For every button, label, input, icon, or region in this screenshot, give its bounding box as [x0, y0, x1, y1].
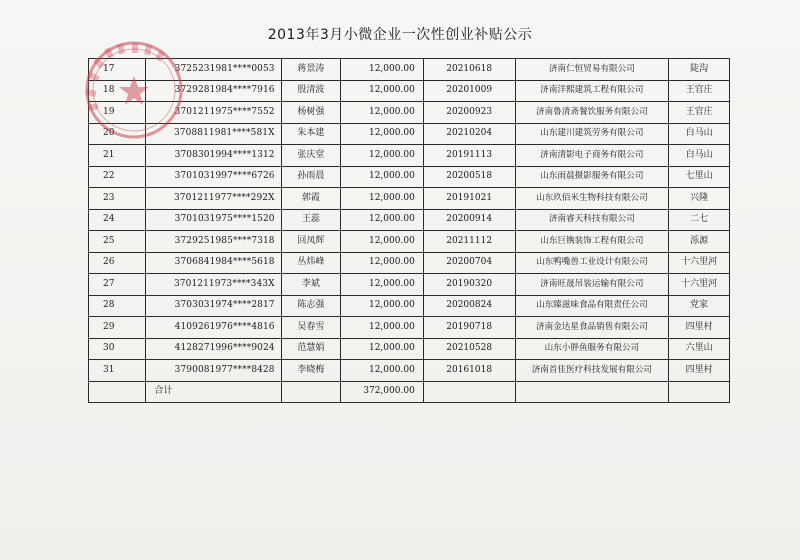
id-number: 3790081977****8428 — [146, 360, 281, 382]
table-row — [89, 123, 730, 145]
registration-date: 20200704 — [423, 252, 515, 274]
area-name: 四里村 — [669, 317, 730, 339]
person-name: 王蕊 — [281, 209, 341, 231]
table-row — [89, 295, 730, 317]
company-name: 山东雨晨摄影服务有限公司 — [515, 166, 669, 188]
subsidy-amount: 12,000.00 — [341, 231, 424, 253]
subsidy-amount: 12,000.00 — [341, 166, 424, 188]
row-index: 29 — [89, 317, 146, 339]
registration-date: 20210528 — [423, 338, 515, 360]
table-row — [89, 145, 730, 167]
person-name: 孙雨晨 — [281, 166, 341, 188]
id-number: 3701031975****1520 — [146, 209, 281, 231]
company-name: 山东鸭嘴兽工业设计有限公司 — [515, 252, 669, 274]
row-index: 24 — [89, 209, 146, 231]
total-label: 合计 — [146, 381, 281, 403]
person-name: 殷清波 — [281, 80, 341, 102]
person-name: 范慧娟 — [281, 338, 341, 360]
area-name: 王官庄 — [669, 80, 730, 102]
subsidy-amount: 12,000.00 — [341, 209, 424, 231]
total-row — [89, 381, 730, 403]
company-name: 济南洋熙建筑工程有限公司 — [515, 80, 669, 102]
company-name: 山东臻滋味食品有限责任公司 — [515, 295, 669, 317]
row-index: 21 — [89, 145, 146, 167]
total-index-cell — [89, 381, 146, 403]
subsidy-amount: 12,000.00 — [341, 317, 424, 339]
person-name: 吴春雪 — [281, 317, 341, 339]
subsidy-amount: 12,000.00 — [341, 360, 424, 382]
area-name: 十六里河 — [669, 274, 730, 296]
person-name: 丛炜峰 — [281, 252, 341, 274]
subsidy-amount: 12,000.00 — [341, 102, 424, 124]
person-name: 朱本建 — [281, 123, 341, 145]
subsidy-amount: 12,000.00 — [341, 188, 424, 210]
total-amount: 372,000.00 — [341, 381, 424, 403]
area-name: 二七 — [669, 209, 730, 231]
table-row — [89, 59, 730, 81]
person-name: 陈志强 — [281, 295, 341, 317]
id-number: 3725231981****0053 — [146, 59, 281, 81]
table-row — [89, 166, 730, 188]
row-index: 23 — [89, 188, 146, 210]
company-name: 济南金达星食品销售有限公司 — [515, 317, 669, 339]
id-number: 3729281984****7916 — [146, 80, 281, 102]
id-number: 3708811981****581X — [146, 123, 281, 145]
company-name: 济南首佳医疗科技发展有限公司 — [515, 360, 669, 382]
registration-date: 20191021 — [423, 188, 515, 210]
area-name: 白马山 — [669, 123, 730, 145]
row-index: 20 — [89, 123, 146, 145]
total-company-cell — [515, 381, 669, 403]
company-name: 济南清影电子商务有限公司 — [515, 145, 669, 167]
subsidy-table — [88, 58, 730, 403]
row-index: 18 — [89, 80, 146, 102]
person-name: 李斌 — [281, 274, 341, 296]
person-name: 杨树强 — [281, 102, 341, 124]
subsidy-amount: 12,000.00 — [341, 338, 424, 360]
registration-date: 20200923 — [423, 102, 515, 124]
id-number: 3729251985****7318 — [146, 231, 281, 253]
table-row — [89, 252, 730, 274]
area-name: 十六里河 — [669, 252, 730, 274]
registration-date: 20200824 — [423, 295, 515, 317]
table-row — [89, 338, 730, 360]
subsidy-amount: 12,000.00 — [341, 59, 424, 81]
id-number: 3708301994****1312 — [146, 145, 281, 167]
registration-date: 20190320 — [423, 274, 515, 296]
table-row — [89, 317, 730, 339]
table-row — [89, 102, 730, 124]
total-date-cell — [423, 381, 515, 403]
company-name: 山东玖佰米生物科技有限公司 — [515, 188, 669, 210]
area-name: 泺源 — [669, 231, 730, 253]
person-name: 李晓梅 — [281, 360, 341, 382]
row-index: 28 — [89, 295, 146, 317]
registration-date: 20201009 — [423, 80, 515, 102]
registration-date: 20191113 — [423, 145, 515, 167]
total-area-cell — [669, 381, 730, 403]
subsidy-amount: 12,000.00 — [341, 274, 424, 296]
subsidy-amount: 12,000.00 — [341, 145, 424, 167]
registration-date: 20210618 — [423, 59, 515, 81]
id-number: 3701211977****292X — [146, 188, 281, 210]
row-index: 26 — [89, 252, 146, 274]
id-number: 3703031974****2817 — [146, 295, 281, 317]
area-name: 兴隆 — [669, 188, 730, 210]
person-name: 张庆堂 — [281, 145, 341, 167]
table-row — [89, 274, 730, 296]
company-name: 山东小胖鱼服务有限公司 — [515, 338, 669, 360]
table-row — [89, 231, 730, 253]
row-index: 27 — [89, 274, 146, 296]
company-name: 济南仁恒贸易有限公司 — [515, 59, 669, 81]
id-number: 3701211975****7552 — [146, 102, 281, 124]
person-name: 蒋景涛 — [281, 59, 341, 81]
person-name: 郭霞 — [281, 188, 341, 210]
row-index: 25 — [89, 231, 146, 253]
area-name: 七里山 — [669, 166, 730, 188]
row-index: 30 — [89, 338, 146, 360]
table-row — [89, 360, 730, 382]
page-title: 2013年3月小微企业一次性创业补贴公示 — [267, 27, 533, 43]
company-name: 山东巨镌装饰工程有限公司 — [515, 231, 669, 253]
table-row — [89, 188, 730, 210]
area-name: 四里村 — [669, 360, 730, 382]
registration-date: 20161018 — [423, 360, 515, 382]
table-row — [89, 209, 730, 231]
total-name-cell — [281, 381, 341, 403]
area-name: 六里山 — [669, 338, 730, 360]
row-index: 19 — [89, 102, 146, 124]
subsidy-amount: 12,000.00 — [341, 252, 424, 274]
table-body — [89, 59, 730, 403]
company-name: 济南旺晟吊装运输有限公司 — [515, 274, 669, 296]
company-name: 济南鲁清斋餐饮服务有限公司 — [515, 102, 669, 124]
registration-date: 20211112 — [423, 231, 515, 253]
id-number: 3701211973****343X — [146, 274, 281, 296]
area-name: 党家 — [669, 295, 730, 317]
registration-date: 20200914 — [423, 209, 515, 231]
person-name: 回凤辉 — [281, 231, 341, 253]
id-number: 4109261976****4816 — [146, 317, 281, 339]
subsidy-amount: 12,000.00 — [341, 295, 424, 317]
area-name: 王官庄 — [669, 102, 730, 124]
subsidy-amount: 12,000.00 — [341, 80, 424, 102]
area-name: 陡沟 — [669, 59, 730, 81]
subsidy-amount: 12,000.00 — [341, 123, 424, 145]
id-number: 3701031997****6726 — [146, 166, 281, 188]
company-name: 济南睿天科技有限公司 — [515, 209, 669, 231]
company-name: 山东建川建筑劳务有限公司 — [515, 123, 669, 145]
row-index: 31 — [89, 360, 146, 382]
id-number: 3706841984****5618 — [146, 252, 281, 274]
row-index: 17 — [89, 59, 146, 81]
registration-date: 20190718 — [423, 317, 515, 339]
registration-date: 20210204 — [423, 123, 515, 145]
area-name: 白马山 — [669, 145, 730, 167]
row-index: 22 — [89, 166, 146, 188]
registration-date: 20200518 — [423, 166, 515, 188]
table-row — [89, 80, 730, 102]
id-number: 4128271996****9024 — [146, 338, 281, 360]
